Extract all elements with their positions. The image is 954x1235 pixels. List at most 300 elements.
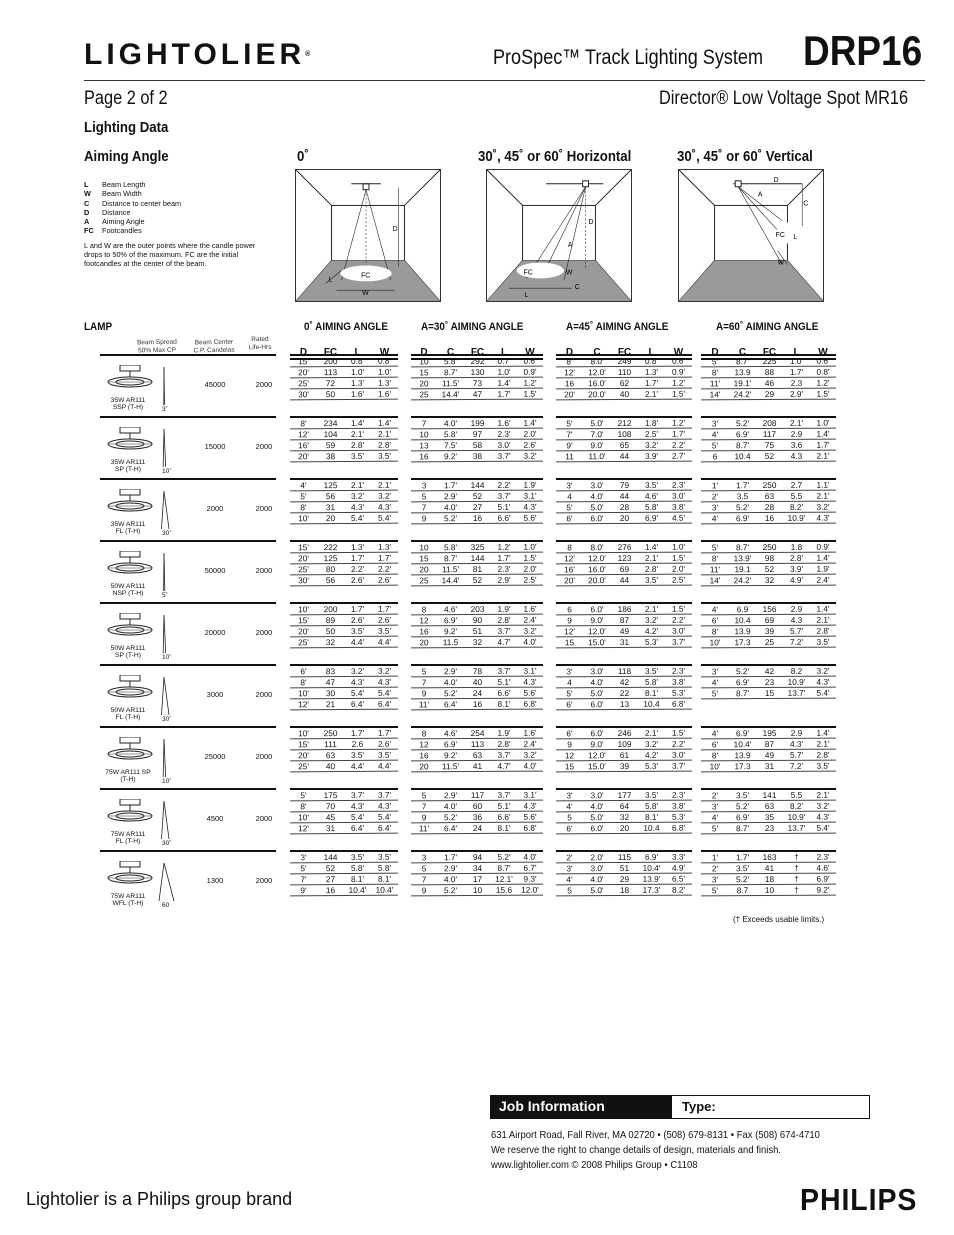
table-cell: 88 (764, 366, 775, 378)
table-cell: 2.4' (816, 574, 830, 585)
table-row (556, 480, 692, 492)
rated-life-header: Rated Life-Hrs (248, 335, 272, 351)
table-cell: 5.7' (789, 749, 804, 760)
table-cell: 4.3 (790, 614, 803, 625)
table-cell: 1.7' (350, 727, 365, 738)
table-cell: 4.7' (497, 636, 511, 647)
table-row (701, 750, 836, 762)
table-cell: 4.0' (443, 418, 458, 429)
table-row (411, 615, 543, 627)
label-d: D (392, 226, 398, 234)
table-cell: 5.4' (350, 811, 365, 822)
table-row (556, 666, 692, 678)
table-row (290, 812, 398, 824)
legend-item (84, 226, 269, 235)
table-row (411, 790, 543, 802)
table-row (701, 502, 836, 514)
table-cell: 4.2' (644, 749, 659, 760)
data-block-t60 (701, 664, 836, 699)
table-cell: 3.5' (735, 790, 750, 801)
table-cell: 24 (472, 687, 483, 699)
table-cell: 3.5' (816, 760, 830, 771)
table-cell: 2.9 (790, 428, 803, 439)
lamp-separator (100, 416, 276, 418)
table-cell: 1.6' (523, 603, 537, 614)
table-cell: 5.0' (590, 885, 604, 896)
table-cell: 34 (472, 862, 483, 874)
table-cell: 23 (764, 676, 775, 688)
page-number: Page 2 of 2 (84, 88, 168, 109)
table-cell: 31 (764, 760, 775, 772)
table-cell: 20' (564, 575, 575, 586)
table-row (701, 553, 836, 565)
lamp-name: 75W AR111 SP (T-H) (105, 769, 151, 784)
aiming-angle-heading: Aiming Angle (84, 148, 169, 165)
table-cell: 6.8' (523, 822, 537, 833)
table-cell: 5.4' (377, 811, 392, 822)
table-cell: 9 (567, 739, 572, 750)
candela-value: 2000 (206, 504, 224, 513)
table-cell: 1.5' (671, 603, 686, 614)
table-cell: 0.9' (816, 541, 830, 552)
table-cell: 0.8' (644, 355, 659, 366)
table-cell: 4.0' (443, 801, 458, 812)
table-row (290, 502, 398, 514)
data-block-t45 (556, 478, 692, 524)
table-cell: 3.2' (377, 665, 392, 676)
table-cell: 5.7' (789, 625, 804, 636)
table-cell: 51 (472, 625, 483, 637)
beam-spread-icon (158, 861, 180, 905)
table-cell: 246 (617, 727, 632, 739)
table-cell: 2.0' (523, 428, 537, 439)
table-cell: 1.2' (671, 377, 686, 388)
beam-spread-value: 5˚ (162, 592, 168, 599)
table-row (411, 637, 543, 649)
table-cell: 1.4' (816, 552, 830, 563)
table-cell: 24 (472, 822, 483, 834)
table-cell: 254 (470, 727, 485, 739)
table-cell: 6.9' (443, 615, 458, 626)
table-cell: 20' (298, 367, 309, 378)
table-cell: 4.3' (350, 800, 365, 811)
table-cell: 144 (323, 852, 338, 863)
table-cell: 200 (323, 356, 338, 367)
table-row (411, 761, 543, 773)
table-cell: 4' (711, 429, 719, 440)
table-cell: 5' (711, 823, 719, 834)
lamp-name: 75W AR111 FL (T-H) (110, 831, 146, 846)
table-cell: 20 (419, 564, 429, 575)
table-cell: 6.9' (735, 812, 750, 823)
table-cell: 2' (711, 790, 719, 801)
table-cell: 203 (470, 603, 485, 615)
lamp-separator (100, 354, 276, 356)
table-row (556, 604, 692, 616)
table-cell: 12' (564, 626, 575, 637)
label-l: L (328, 276, 333, 284)
table-cell: 4.0' (443, 677, 458, 688)
lamp-name: 50W AR111 FL (T-H) (110, 707, 146, 722)
table-cell: 3.0' (590, 790, 604, 801)
table-row (556, 513, 692, 525)
lamp-separator (100, 850, 276, 852)
rated-life-value: 2000 (255, 380, 273, 389)
table-cell: 292 (470, 355, 485, 367)
table-cell: 56 (325, 491, 336, 502)
legend-value: Beam Length (102, 180, 146, 189)
table-cell: 2.1' (816, 614, 830, 625)
table-row (701, 513, 836, 525)
table-cell: 3' (566, 790, 573, 801)
table-cell: 4.3 (790, 450, 803, 461)
table-row (556, 564, 692, 576)
table-cell: 6.8' (523, 698, 537, 709)
table-cell: 8' (300, 502, 307, 513)
table-cell: 31 (325, 502, 336, 513)
lamp-icon (104, 861, 158, 895)
table-cell: 2.6' (377, 574, 392, 585)
table-cell: 10' (709, 761, 721, 772)
table-cell: 276 (617, 541, 632, 553)
table-cell: 144 (470, 479, 485, 491)
rated-life-value: 2000 (255, 442, 273, 451)
table-row (290, 739, 398, 751)
table-row (411, 801, 543, 813)
table-cell: 15 (419, 553, 429, 564)
column-header: W (673, 347, 684, 358)
table-cell: 144 (470, 552, 485, 564)
table-row (411, 378, 543, 390)
table-cell: 62 (619, 377, 630, 389)
data-block-t0 (290, 850, 398, 896)
table-cell: 8.0' (590, 356, 604, 367)
table-cell: 9.2' (443, 451, 458, 462)
table-cell: 8.7 (736, 885, 749, 896)
table-cell: 5.4' (377, 512, 392, 523)
table-cell: 13.9' (642, 873, 661, 884)
table-row (411, 451, 543, 463)
table-row (701, 790, 836, 802)
table-cell: 4.5' (671, 512, 686, 523)
beam-spread-value: 10˚ (162, 468, 172, 475)
data-block-t30 (411, 540, 543, 586)
table-cell: 109 (617, 738, 632, 750)
table-cell: 5.1' (497, 800, 511, 811)
data-block-t45 (556, 602, 692, 648)
table-row (411, 491, 543, 503)
svg-text:FC: FC (523, 269, 533, 277)
table-row (290, 885, 398, 897)
table-cell: 6.9' (735, 429, 750, 440)
table-row (411, 502, 543, 514)
table-cell: 10' (709, 637, 721, 648)
table-cell: 40 (325, 761, 336, 772)
table-row (411, 418, 543, 430)
table-cell: 2.3' (497, 563, 511, 574)
table-cell: 29 (764, 388, 775, 400)
table-cell: 6.6' (497, 687, 511, 698)
table-cell: 25 (419, 575, 429, 586)
table-cell: 2.9' (443, 863, 458, 874)
table-cell: 1.2' (816, 377, 830, 388)
table-cell: 3' (566, 666, 573, 677)
table-cell: 41 (764, 862, 775, 874)
table-cell: 2.5' (644, 428, 659, 439)
table-cell: 12.0' (521, 884, 539, 895)
rated-life-value: 2000 (255, 690, 273, 699)
table-row (556, 429, 692, 441)
table-cell: 64 (619, 800, 630, 812)
table-cell: 2.6' (377, 614, 392, 625)
table-cell: 2.1' (816, 789, 830, 800)
table-row (556, 812, 692, 824)
svg-text:L: L (524, 292, 529, 300)
table-row (556, 863, 692, 875)
table-cell: 70 (325, 801, 336, 812)
table-cell: 9 (421, 513, 427, 524)
table-cell: 1.7' (443, 480, 458, 491)
table-cell: 59 (325, 440, 336, 451)
table-cell: 1.4' (377, 417, 392, 428)
lamp-icon (104, 613, 158, 647)
table-cell: † (794, 873, 799, 884)
table-cell: 8' (711, 367, 719, 378)
table-row (290, 553, 398, 565)
table-cell: 1.2' (523, 377, 537, 388)
table-cell: 50 (325, 389, 336, 400)
svg-text:L: L (793, 233, 798, 241)
table-cell: 4' (566, 801, 573, 812)
table-cell: 1.7' (350, 552, 365, 563)
table-row (556, 688, 692, 700)
table-cell: 58 (472, 439, 483, 451)
table-cell: 2.7 (790, 479, 803, 490)
table-cell: 2.1' (644, 552, 659, 563)
table-cell: 52 (472, 490, 483, 502)
data-block-t0 (290, 664, 398, 710)
table-cell: 4.3' (816, 676, 830, 687)
table-cell: 4.9' (789, 574, 804, 585)
lamp-icon (104, 489, 158, 523)
table-row (556, 739, 692, 751)
table-cell: 3.5' (735, 863, 750, 874)
label-w: W (362, 290, 369, 298)
table-cell: 20 (325, 513, 336, 524)
table-cell: 1.5' (671, 388, 686, 399)
svg-text:A: A (567, 241, 573, 249)
table-cell: † (794, 862, 799, 873)
table-cell: 5.4' (816, 822, 830, 833)
table-cell: 15 (564, 637, 575, 648)
table-cell: 4.4' (377, 636, 392, 647)
table-cell: 36 (472, 811, 483, 823)
table-row (411, 367, 543, 379)
type-field[interactable]: Type: (682, 1099, 716, 1114)
address-line: 631 Airport Road, Fall River, MA 02720 • (508) 679-8131 • Fax (508) 674-4710 (491, 1130, 820, 1141)
table-cell: 19.1 (734, 564, 751, 575)
table-cell: 2.5' (671, 574, 686, 585)
table-cell: 4.0' (443, 502, 458, 513)
table-cell: 5' (711, 542, 719, 553)
table-cell: 5.8' (377, 862, 392, 873)
column-header: L (793, 347, 800, 358)
table-row (701, 688, 836, 700)
table-cell: 4.0' (523, 851, 537, 862)
table-row (290, 852, 398, 864)
table-cell: 5.4' (350, 512, 365, 523)
table-cell: 83 (325, 666, 336, 677)
column-header: C (593, 347, 601, 358)
table-row (290, 688, 398, 700)
data-block-t60 (701, 354, 836, 400)
label-fc: FC (361, 272, 371, 280)
zero-degree-heading: 0˚ (297, 148, 309, 165)
data-block-t0 (290, 354, 398, 400)
table-cell: 3.2' (523, 625, 537, 636)
table-cell: 2.8' (789, 552, 804, 563)
table-cell: 1.3' (377, 377, 392, 388)
table-cell: 20 (419, 378, 429, 389)
table-cell: 20.0' (588, 389, 606, 400)
data-block-t45 (556, 416, 692, 462)
table-cell: 4.9' (671, 862, 686, 873)
table-cell: 234 (323, 418, 338, 429)
table-cell: 3.3' (671, 851, 686, 862)
table-cell: 1' (711, 852, 719, 863)
data-block-t45 (556, 726, 692, 772)
table-cell: 2.6' (377, 738, 392, 749)
table-cell: 78 (472, 665, 483, 677)
table-row (701, 812, 836, 824)
table-cell: 3.0' (590, 666, 604, 677)
table-cell: 3' (711, 502, 719, 513)
table-cell: 12.0' (588, 367, 606, 378)
table-cell: 4.3' (523, 800, 537, 811)
table-cell: 2.1' (350, 428, 365, 439)
table-row (411, 688, 543, 700)
table-cell: 1' (711, 480, 719, 491)
table-cell: 27 (472, 501, 483, 513)
table-cell: 10.9' (787, 676, 806, 687)
table-cell: 4.6' (443, 604, 458, 615)
table-cell: 4.0' (523, 636, 537, 647)
table-cell: 5' (711, 688, 719, 699)
column-header: D (711, 347, 719, 358)
data-block-t60 (701, 602, 836, 648)
table-cell: 11' (418, 823, 430, 834)
table-cell: 8.1' (644, 687, 659, 698)
table-cell: 5.5 (790, 789, 803, 800)
table-cell: 1.4' (523, 417, 537, 428)
table-cell: 118 (617, 665, 632, 677)
table-cell: 2.9 (790, 727, 803, 738)
table-row (411, 513, 543, 525)
table-cell: 199 (470, 417, 485, 429)
table-cell: 4.3' (789, 738, 804, 749)
philips-logo: PHILIPS (800, 1182, 918, 1217)
table-cell: 15' (298, 739, 309, 750)
table-cell: 5 (421, 863, 427, 874)
table-cell: 1.9' (523, 479, 537, 490)
table-cell: 8.7' (735, 440, 750, 451)
table-cell: 4.4' (350, 760, 365, 771)
candela-value: 15000 (204, 442, 226, 451)
table-cell: 30' (298, 389, 309, 400)
table-cell: 16.0' (588, 564, 606, 575)
table-cell: 4.3' (377, 800, 392, 811)
table-row (411, 389, 543, 401)
data-block-t30 (411, 850, 543, 896)
table-cell: 6.9' (443, 739, 458, 750)
table-row (290, 790, 398, 802)
table-cell: 1.4' (816, 727, 830, 738)
table-cell: 15.0' (588, 761, 606, 772)
lamp-separator (100, 478, 276, 480)
table-cell: 5.5 (790, 490, 803, 501)
table-cell: 13.9' (733, 553, 752, 564)
table-cell: 19.1' (733, 378, 752, 389)
table-cell: 108 (617, 428, 632, 440)
model-number: DRP16 (803, 27, 923, 74)
beam-center-header: Beam Center C.P. Candelas (193, 338, 235, 354)
table-cell: 52 (325, 863, 336, 874)
table-cell: 3.0' (590, 480, 604, 491)
table-cell: 10.4' (348, 884, 367, 895)
table-cell: 5.1' (497, 501, 511, 512)
table-row (290, 480, 398, 492)
candela-value: 1300 (206, 876, 224, 885)
table-cell: 3.6 (790, 439, 803, 450)
table-cell: 9' (300, 885, 307, 896)
table-cell: 16 (325, 885, 336, 896)
table-cell: 1.6' (497, 417, 511, 428)
horizontal-heading: 30˚, 45˚ or 60˚ Horizontal (478, 148, 632, 165)
table-cell: 5' (566, 502, 573, 513)
legend-value: Distance to center beam (102, 198, 182, 208)
table-row (556, 389, 692, 401)
legend-item (84, 180, 269, 189)
data-block-t45 (556, 664, 692, 710)
table-cell: 4 (567, 491, 572, 502)
table-row (411, 852, 543, 864)
table-cell: 14' (709, 575, 721, 586)
table-row (556, 852, 692, 864)
table-row (411, 728, 543, 740)
data-block-t0 (290, 416, 398, 462)
table-cell: 10.4' (733, 739, 752, 750)
table-cell: 2.9 (790, 603, 803, 614)
table-cell: 1.7' (377, 727, 392, 738)
table-cell: 1.6' (523, 727, 537, 738)
table-cell: 8.1' (644, 811, 659, 822)
table-cell: 4.3' (350, 501, 365, 512)
table-cell: 2.1' (377, 428, 392, 439)
table-cell: 6.4' (350, 822, 365, 833)
table-cell: 4' (566, 874, 573, 885)
data-block-t30 (411, 478, 543, 524)
table-cell: 38 (472, 450, 483, 462)
legend-item (84, 208, 269, 217)
table-row (411, 750, 543, 762)
table-cell: 35 (764, 811, 775, 823)
horizontal-diagram (486, 169, 632, 302)
table-row (556, 553, 692, 565)
table-cell: 1.9' (497, 603, 511, 614)
table-cell: 3.7' (497, 450, 511, 461)
table-cell: 5.8' (644, 800, 659, 811)
table-cell: 6.9' (735, 513, 750, 524)
